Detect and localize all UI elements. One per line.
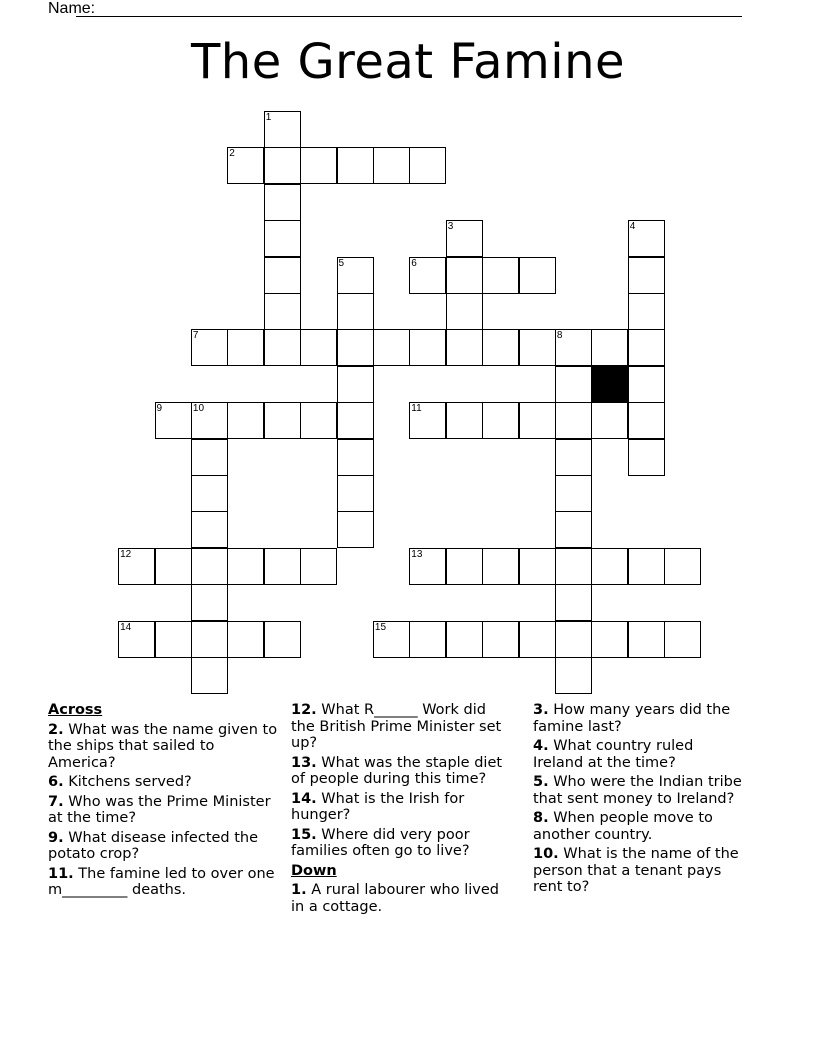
crossword-cell[interactable] <box>191 475 228 512</box>
clue-item-text: What was the staple diet of people during this time? <box>291 754 503 787</box>
crossword-cell[interactable] <box>628 548 665 585</box>
crossword-cell[interactable] <box>191 402 228 439</box>
crossword-cell[interactable] <box>264 220 301 257</box>
crossword-cell[interactable] <box>373 147 410 184</box>
crossword-cell[interactable] <box>227 621 264 658</box>
down-clue-list-continued <box>533 702 748 896</box>
crossword-cell[interactable] <box>118 548 155 585</box>
clue-item <box>291 791 511 824</box>
crossword-cell[interactable] <box>519 402 556 439</box>
clue-item-text: Kitchens served? <box>63 774 192 790</box>
clue-column-2 <box>291 702 511 918</box>
crossword-cell[interactable] <box>264 184 301 221</box>
crossword-cell[interactable] <box>446 548 483 585</box>
crossword-cell[interactable] <box>555 621 592 658</box>
down-clue-list <box>291 882 511 915</box>
crossword-cell[interactable] <box>373 621 410 658</box>
across-clue-list-continued <box>291 702 511 860</box>
crossword-cell[interactable] <box>555 548 592 585</box>
crossword-cell[interactable] <box>191 548 228 585</box>
clue-item-text: How many years did the famine last? <box>533 702 731 735</box>
crossword-cell[interactable] <box>555 584 592 621</box>
crossword-cell[interactable] <box>264 329 301 366</box>
clue-item <box>533 738 748 771</box>
page-title: The Great Famine <box>190 34 626 90</box>
crossword-cell[interactable] <box>591 621 628 658</box>
clue-item-text: Who were the Indian tribe that sent money to Ireland? <box>533 774 742 807</box>
clue-item <box>533 702 748 735</box>
clue-column-1 <box>48 702 283 902</box>
clue-item <box>533 846 748 896</box>
crossword-cell[interactable] <box>482 621 519 658</box>
crossword-cell[interactable] <box>264 147 301 184</box>
clue-item-number: 10. <box>533 846 559 862</box>
clue-item-number: 13. <box>291 754 317 771</box>
crossword-cell[interactable] <box>555 511 592 548</box>
crossword-cell[interactable] <box>118 621 155 658</box>
crossword-cell[interactable] <box>409 402 446 439</box>
clue-item-text: What country ruled Ireland at the time? <box>533 738 694 771</box>
clue-number: 10 <box>192 403 205 415</box>
crossword-cell[interactable] <box>227 147 264 184</box>
crossword-cell[interactable] <box>446 257 483 294</box>
crossword-cell[interactable] <box>482 548 519 585</box>
crossword-cell[interactable] <box>227 329 264 366</box>
crossword-cell[interactable] <box>409 329 446 366</box>
crossword-cell[interactable] <box>628 366 665 403</box>
crossword-cell[interactable] <box>300 329 337 366</box>
crossword-cell[interactable] <box>337 329 374 366</box>
crossword-cell[interactable] <box>155 621 192 658</box>
crossword-cell[interactable] <box>337 293 374 330</box>
clue-column-3 <box>533 702 748 899</box>
crossword-cell[interactable] <box>519 548 556 585</box>
clue-item-text: What R______ Work did the British Prime Minister set up? <box>291 702 502 751</box>
crossword-cell[interactable] <box>191 511 228 548</box>
clue-item <box>48 774 283 791</box>
clue-number: 14 <box>120 621 132 633</box>
clue-item <box>48 830 283 863</box>
crossword-cell[interactable] <box>555 475 592 512</box>
crossword-cell[interactable] <box>591 329 628 366</box>
crossword-cell[interactable] <box>227 548 264 585</box>
clue-number: 15 <box>374 621 387 633</box>
clue-item-number: 2. <box>48 721 64 738</box>
clue-item-text: When people move to another country. <box>533 810 713 843</box>
crossword-cell[interactable] <box>555 402 592 439</box>
clue-item-text: Who was the Prime Minister at the time? <box>48 793 271 826</box>
clue-item-number: 12. <box>291 702 317 718</box>
clue-item <box>533 810 748 843</box>
crossword-cell[interactable] <box>409 147 446 184</box>
clue-item-number: 15. <box>291 826 317 843</box>
crossword-cell[interactable] <box>664 621 701 658</box>
crossword-cell[interactable] <box>373 329 410 366</box>
crossword-cell[interactable] <box>191 329 228 366</box>
crossword-cell[interactable] <box>519 257 556 294</box>
clue-item-text: Where did very poor families often go to live? <box>291 826 470 859</box>
across-clue-list <box>48 722 283 899</box>
crossword-cell[interactable] <box>519 329 556 366</box>
name-label: Name: <box>48 0 96 17</box>
crossword-cell[interactable] <box>555 329 592 366</box>
crossword-cell[interactable] <box>446 402 483 439</box>
down-heading: Down <box>291 862 337 879</box>
crossword-cell[interactable] <box>664 548 701 585</box>
crossword-cell[interactable] <box>264 293 301 330</box>
crossword-cell[interactable] <box>264 621 301 658</box>
clue-number: 5 <box>338 257 345 269</box>
clue-item <box>48 866 283 899</box>
crossword-cell[interactable] <box>555 439 592 476</box>
crossword-cell[interactable] <box>264 402 301 439</box>
crossword-cell[interactable] <box>191 584 228 621</box>
clue-item-text: What disease infected the potato crop? <box>48 829 259 862</box>
clue-item-number: 5. <box>533 774 549 790</box>
clue-number: 12 <box>120 548 132 560</box>
clue-item-text: The famine led to over one m_________ deaths. <box>48 865 275 898</box>
crossword-cell[interactable] <box>628 257 665 294</box>
clue-item-text: What is the Irish for hunger? <box>291 790 465 823</box>
crossword-cell[interactable] <box>482 402 519 439</box>
clue-item-number: 6. <box>48 774 64 790</box>
clue-item <box>48 722 283 772</box>
clue-item-number: 11. <box>48 865 74 882</box>
crossword-cell[interactable] <box>591 548 628 585</box>
crossword-cell[interactable] <box>300 147 337 184</box>
crossword-cell[interactable] <box>264 548 301 585</box>
clue-item <box>291 827 511 860</box>
clue-item-text: A rural labourer who lived in a cottage. <box>291 882 499 915</box>
crossword-cell[interactable] <box>446 220 483 257</box>
clue-number: 13 <box>411 548 423 560</box>
clue-number: 8 <box>556 330 563 342</box>
crossword-cell[interactable] <box>337 511 374 548</box>
crossword-cell[interactable] <box>409 257 446 294</box>
crossword-cell[interactable] <box>155 548 192 585</box>
crossword-cell[interactable] <box>409 548 446 585</box>
crossword-cell[interactable] <box>337 402 374 439</box>
crossword-cell[interactable] <box>628 402 665 439</box>
clue-number: 11 <box>411 403 422 415</box>
clue-number: 7 <box>192 330 199 342</box>
crossword-cell[interactable] <box>446 329 483 366</box>
clue-item-number: 4. <box>533 738 549 754</box>
crossword-cell[interactable] <box>300 402 337 439</box>
crossword-cell[interactable] <box>446 293 483 330</box>
clue-number: 6 <box>411 257 417 269</box>
clue-item <box>48 794 283 827</box>
crossword-cell[interactable] <box>337 366 374 403</box>
crossword-cell[interactable] <box>409 621 446 658</box>
clue-item-number: 8. <box>533 810 549 826</box>
crossword-cell[interactable] <box>628 329 665 366</box>
clue-item <box>533 774 748 807</box>
clue-number: 3 <box>447 221 454 233</box>
crossword-cell[interactable] <box>337 439 374 476</box>
crossword-cell[interactable] <box>191 439 228 476</box>
clue-item-number: 14. <box>291 790 317 807</box>
clue-item-number: 7. <box>48 793 64 810</box>
clue-number: 4 <box>629 221 636 233</box>
crossword-cell[interactable] <box>519 621 556 658</box>
crossword-cell[interactable] <box>628 621 665 658</box>
across-heading: Across <box>48 702 103 718</box>
crossword-cell[interactable] <box>264 257 301 294</box>
crossword-cell[interactable] <box>628 293 665 330</box>
clue-item-number: 3. <box>533 702 549 718</box>
crossword-cell[interactable] <box>446 621 483 658</box>
clue-number: 2 <box>229 148 235 160</box>
clue-item-number: 9. <box>48 829 64 846</box>
clue-number: 1 <box>265 112 272 123</box>
crossword-cell[interactable] <box>482 257 519 294</box>
crossword-cell[interactable] <box>628 220 665 257</box>
crossword-cell[interactable] <box>555 366 592 403</box>
crossword-cell[interactable] <box>337 257 374 294</box>
clue-item-text: What was the name given to the ships that sailed to America? <box>48 721 278 771</box>
crossword-block <box>591 366 628 403</box>
clue-number: 9 <box>156 403 163 415</box>
crossword-cell[interactable] <box>591 402 628 439</box>
clue-item <box>291 755 511 788</box>
crossword-cell[interactable] <box>191 657 228 694</box>
crossword-cell[interactable] <box>555 657 592 694</box>
crossword-cell[interactable] <box>264 111 301 148</box>
clue-item-text: What is the name of the person that a tenant pays rent to? <box>533 846 739 895</box>
clue-item <box>291 702 511 752</box>
crossword-cell[interactable] <box>337 475 374 512</box>
crossword-cell[interactable] <box>155 402 192 439</box>
crossword-cell[interactable] <box>191 621 228 658</box>
clue-item <box>291 882 511 915</box>
crossword-cell[interactable] <box>628 439 665 476</box>
crossword-cell[interactable] <box>337 147 374 184</box>
clue-item-number: 1. <box>291 882 307 898</box>
crossword-cell[interactable] <box>300 548 337 585</box>
crossword-cell[interactable] <box>227 402 264 439</box>
crossword-cell[interactable] <box>482 329 519 366</box>
